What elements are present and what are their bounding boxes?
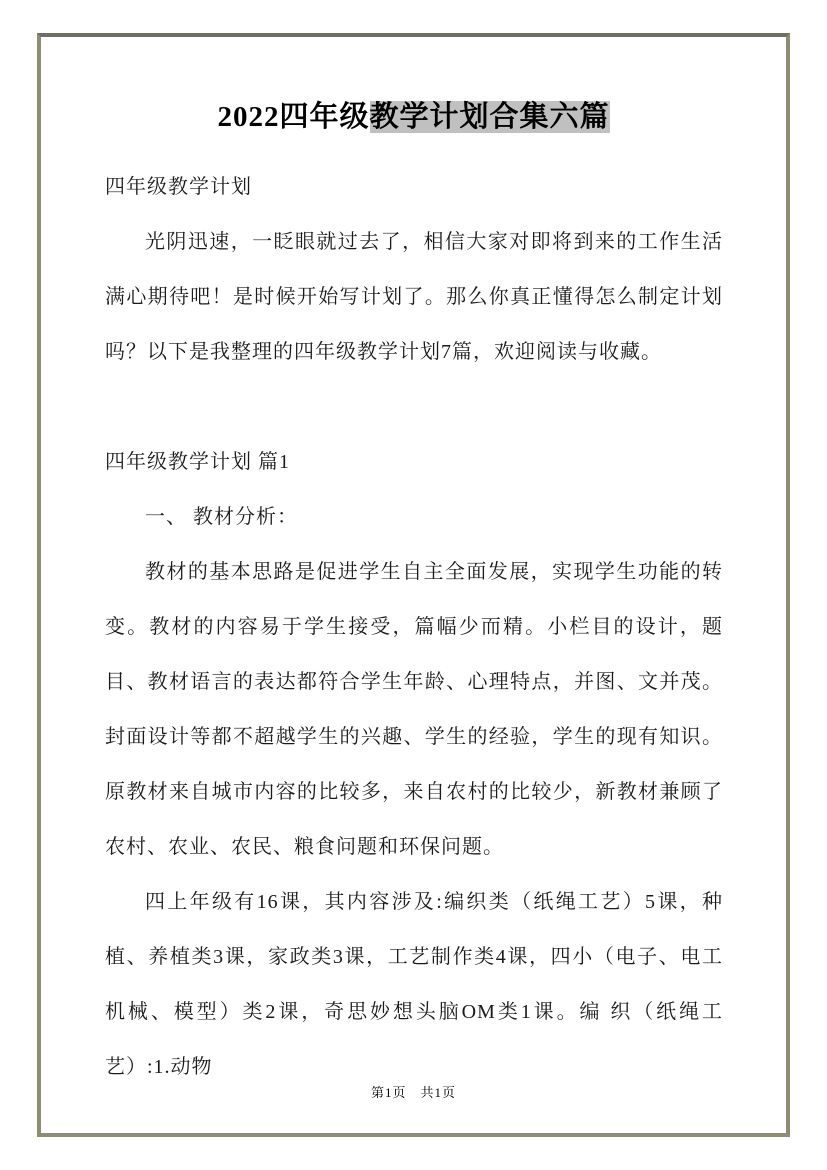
title-text: 2022四年级 [217, 101, 370, 133]
paragraph: 四年级教学计划 [105, 176, 252, 198]
paragraph: 四年级教学计划 篇1 [105, 451, 290, 473]
page-footer [0, 1082, 827, 1101]
paragraph: 一、 教材分析： [145, 506, 298, 528]
paragraph: 教材的基本思路是促进学生自主全面发展，实现学生功能的转变。教材的内容易于学生接受，篇幅少而精。小栏目的设计，题目、教材语言的表达都符合学生年龄、心理特点，并图、文并茂。封面设计等都不超越学生的兴趣、学生的经验，学生的现有知识。原教材来自城市内容的比较多，来自农村的比较少，新教材兼顾了农村、农业、农民、粮食问题和环保问题。 [105, 561, 723, 858]
paragraph: 光阴迅速，一眨眼就过去了，相信大家对即将到来的工作生活满心期待吧！是时候开始写计划了。那么你真正懂得怎么制定计划吗？以下是我整理的四年级教学计划7篇，欢迎阅读与收藏。 [105, 231, 723, 363]
title-highlighted-text: 教学计划合集六篇 [369, 101, 610, 133]
paragraph [105, 380, 723, 435]
paragraph: 四上年级有16课，其内容涉及:编织类（纸绳工艺）5课，种植、养植类3课，家政类3课，工艺制作类4课，四小（电子、电工机械、模型）类2课，奇思妙想头脑OM类1课。编 织（纸绳工艺）:1.动物 [105, 891, 723, 1078]
footer-page-number: 第1页 [370, 1085, 407, 1100]
document-body [105, 160, 723, 1095]
document-title [0, 94, 827, 135]
footer-page-total: 共1页 [420, 1085, 457, 1100]
